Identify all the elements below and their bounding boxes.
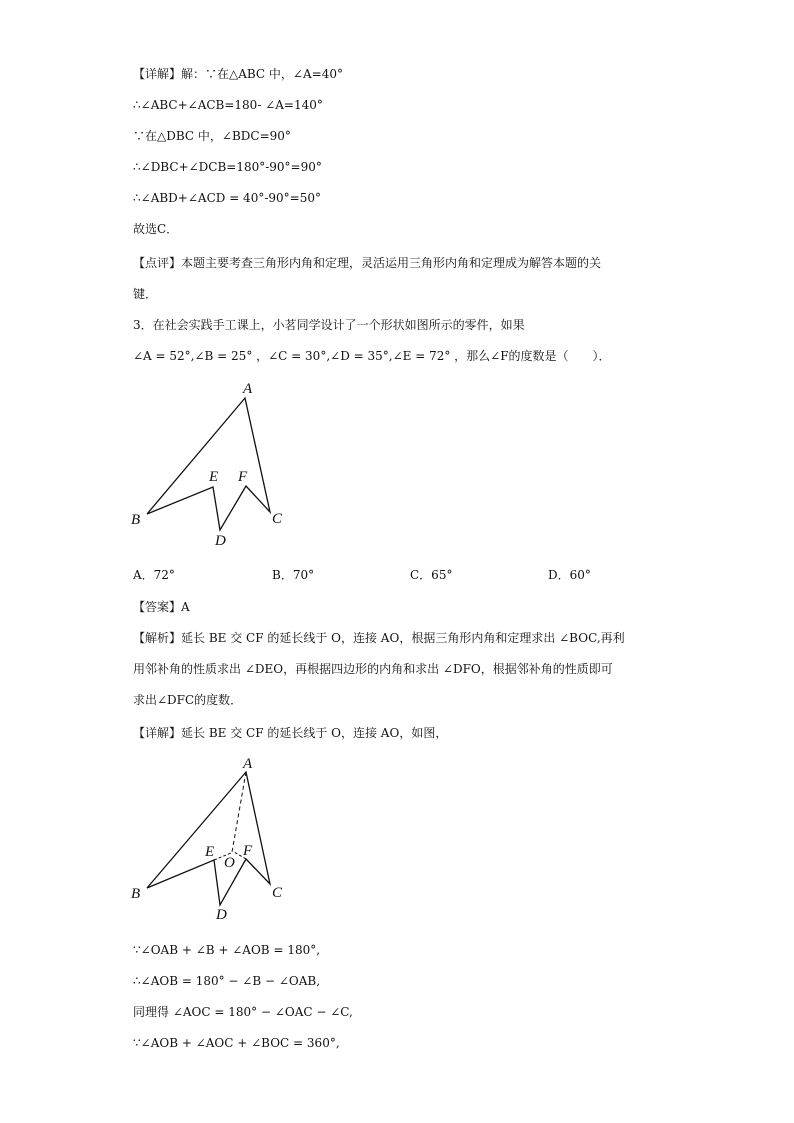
question-stem: 3．在社会实践手工课上，小茗同学设计了一个形状如图所示的零件，如果 — [133, 318, 525, 332]
option-b: B．70° — [272, 568, 315, 582]
text-line: ∴∠DBC+∠DCB=180°-90°=90° — [133, 160, 322, 174]
figure-2-label-b: B — [131, 886, 141, 902]
figure-2-segment-ao — [232, 772, 246, 852]
equation-line: ∵∠OAB + ∠B + ∠AOB = 180°, — [133, 943, 321, 957]
equation-line: 同理得 ∠AOC = 180° − ∠OAC − ∠C, — [133, 1005, 353, 1019]
text-line: ∴∠ABC+∠ACB=180- ∠A=140° — [133, 98, 323, 112]
detail-line: 【详解】延长 BE 交 CF 的延长线于 O，连接 AO，如图， — [133, 726, 448, 740]
text-line: 键． — [133, 287, 158, 301]
figure-2-label-c: C — [272, 885, 283, 901]
figure-2-label-o: O — [224, 855, 235, 871]
figure-2-label-a: A — [243, 756, 253, 772]
text-line: ∴∠ABD+∠ACD = 40°-90°=50° — [133, 191, 321, 205]
text-line: 【详解】解：∵在△ABC 中，∠A=40° — [133, 67, 343, 81]
analysis-line: 求出∠DFC的度数． — [133, 693, 243, 707]
analysis-line: 【解析】延长 BE 交 CF 的延长线于 O，连接 AO，根据三角形内角和定理求出 ∠BOC,再利 — [133, 631, 625, 645]
figure-1-label-a: A — [243, 381, 253, 397]
question-condition: ∠A = 52°,∠B = 25° ，∠C = 30°,∠D = 35°,∠E = 72° ，那么∠F的度数是（ ）． — [133, 349, 611, 363]
figure-2 — [131, 756, 283, 923]
analysis-line: 用邻补角的性质求出 ∠DEO，再根据四边形的内角和求出 ∠DFO，根据邻补角的性质即可 — [133, 662, 613, 676]
equation-line: ∴∠AOB = 180° − ∠B − ∠OAB, — [133, 974, 321, 988]
answer-line: 【答案】A — [133, 600, 190, 614]
figure-2-label-d: D — [216, 907, 227, 923]
text-line: 【点评】本题主要考查三角形内角和定理，灵活运用三角形内角和定理成为解答本题的关 — [133, 256, 602, 270]
option-c: C．65° — [410, 568, 453, 582]
option-a: A．72° — [133, 568, 175, 582]
figure-1-polygon — [147, 398, 270, 530]
equation-line: ∵∠AOB + ∠AOC + ∠BOC = 360°, — [133, 1036, 340, 1050]
figure-1-label-e: E — [209, 469, 219, 485]
figure-2-label-e: E — [205, 844, 215, 860]
figure-1-label-b: B — [131, 512, 141, 528]
text-line: ∵在△DBC 中，∠BDC=90° — [133, 129, 291, 143]
figure-2-polygon — [147, 772, 270, 905]
option-d: D．60° — [548, 568, 591, 582]
figure-1-label-c: C — [272, 511, 283, 527]
text-line: 故选C． — [133, 222, 179, 236]
figure-1 — [131, 381, 283, 549]
figure-2-label-f: F — [243, 843, 253, 859]
figure-1-label-d: D — [215, 533, 226, 549]
figure-1-label-f: F — [238, 469, 248, 485]
